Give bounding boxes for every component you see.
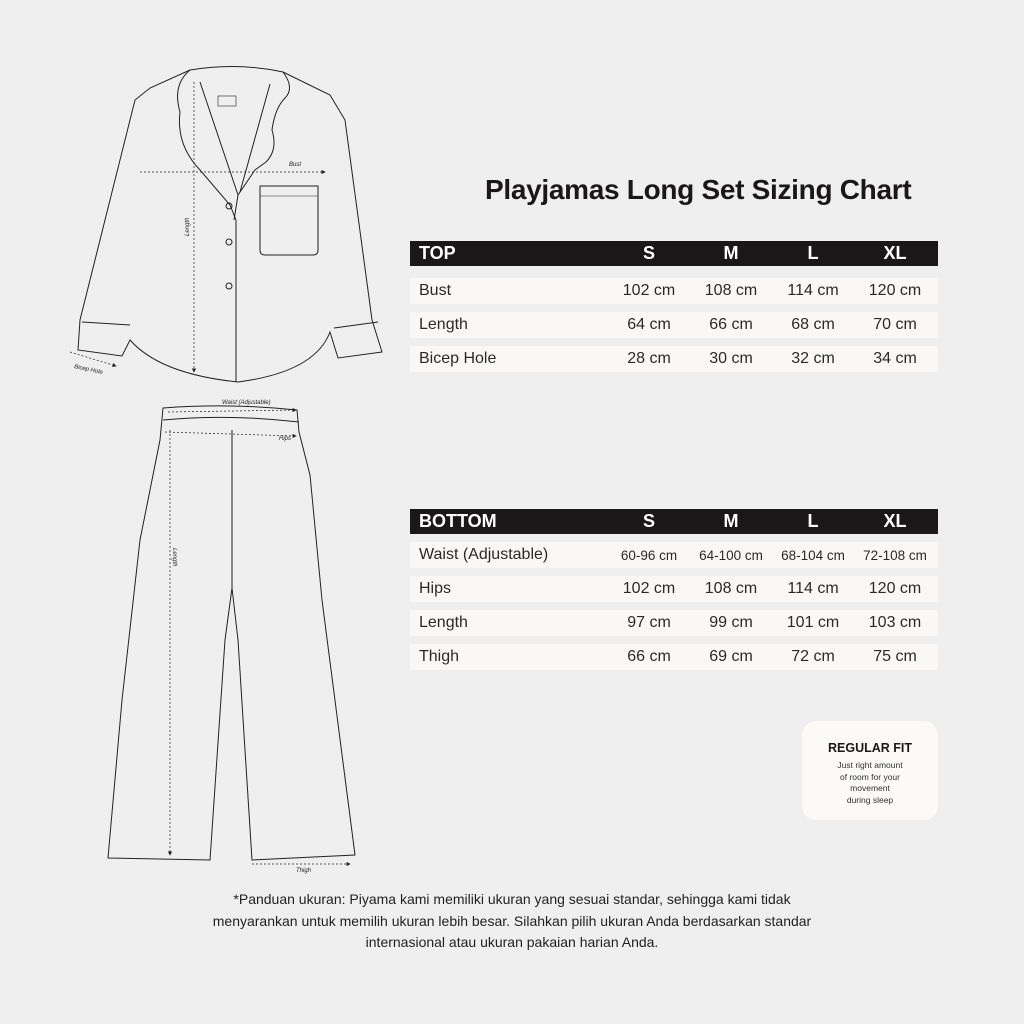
pants-length-annotation: Length: [171, 548, 177, 567]
top-size-s: S: [642, 243, 655, 263]
fit-description: [802, 760, 938, 806]
table-row: [410, 542, 938, 568]
waist-annotation: Waist (Adjustable): [222, 400, 271, 406]
cell-value: 66 cm: [709, 316, 753, 333]
row-label: Thigh: [419, 648, 460, 665]
shirt-length-annotation: Length: [185, 217, 191, 236]
regular-fit-card: [802, 721, 938, 820]
row-label: Hips: [419, 580, 452, 597]
top-size-l: L: [807, 243, 819, 263]
size-guide-footnote: [170, 889, 854, 954]
shirt-collar: [178, 70, 236, 220]
garment-illustration: [0, 0, 420, 900]
cell-value: 68-104 cm: [781, 547, 845, 563]
cell-value: 102 cm: [622, 580, 676, 597]
bottom-size-s: S: [642, 511, 655, 531]
table-row: [410, 576, 938, 602]
fit-description-line: Just right amount: [837, 760, 903, 770]
top-size-m: M: [723, 243, 739, 263]
cell-value: 32 cm: [791, 350, 835, 367]
table-row: [410, 346, 938, 372]
fit-description-line: of room for your: [840, 771, 900, 782]
thigh-annotation: Thigh: [296, 868, 312, 874]
cell-value: 72 cm: [791, 648, 835, 665]
shirt-outline: [78, 66, 382, 382]
cell-value: 69 cm: [709, 648, 753, 665]
cell-value: 97 cm: [627, 614, 671, 631]
cell-value: 102 cm: [622, 282, 676, 299]
bottom-size-table: [410, 509, 938, 670]
bicep-annotation: Bicep Hole: [73, 364, 104, 376]
shirt-pocket: [260, 186, 318, 255]
cell-value: 120 cm: [868, 580, 922, 597]
hips-annotation: Hips: [279, 436, 292, 442]
chart-title: Playjamas Long Set Sizing Chart: [485, 174, 912, 205]
footnote-line: internasional atau ukuran pakaian harian Anda.: [365, 934, 659, 950]
cell-value: 108 cm: [704, 580, 758, 597]
cell-value: 64-100 cm: [699, 547, 763, 563]
row-label: Bust: [419, 282, 452, 299]
top-size-table: [410, 241, 938, 372]
bottom-size-l: L: [807, 511, 819, 531]
table-row: [410, 312, 938, 338]
fit-description-line: during sleep: [846, 794, 894, 805]
bust-annotation: Bust: [289, 162, 302, 168]
cell-value: 66 cm: [627, 648, 671, 665]
cell-value: 30 cm: [709, 350, 753, 367]
cell-value: 114 cm: [787, 282, 839, 299]
cell-value: 101 cm: [786, 614, 840, 631]
bottom-size-xl: XL: [883, 511, 907, 531]
table-row: [410, 610, 938, 636]
row-label: Bicep Hole: [419, 350, 497, 367]
row-label: Length: [419, 316, 468, 333]
fit-description-line: movement: [850, 783, 890, 793]
top-size-xl: XL: [883, 243, 907, 263]
top-header-label: TOP: [419, 243, 456, 263]
row-label: Length: [419, 614, 468, 631]
cell-value: 60-96 cm: [620, 547, 678, 563]
cell-value: 108 cm: [704, 282, 758, 299]
bottom-header-label: BOTTOM: [419, 511, 497, 531]
garment-drawing: [0, 0, 420, 900]
cell-value: 34 cm: [873, 350, 917, 367]
table-row: [410, 644, 938, 670]
cell-value: 28 cm: [627, 350, 671, 367]
cell-value: 99 cm: [709, 614, 753, 631]
table-row: [410, 278, 938, 304]
cell-value: 75 cm: [873, 648, 917, 665]
cell-value: 70 cm: [873, 316, 917, 333]
footnote-line: *Panduan ukuran: Piyama kami memiliki ukuran yang sesuai standar, sehingga kami tidak: [233, 891, 791, 907]
cell-value: 114 cm: [787, 580, 839, 597]
row-label: Waist (Adjustable): [419, 546, 549, 563]
cell-value: 64 cm: [627, 316, 671, 333]
top-table-header: [410, 241, 938, 266]
cell-value: 68 cm: [791, 316, 835, 333]
fit-title: REGULAR FIT: [827, 741, 913, 755]
cell-value: 72-108 cm: [863, 547, 927, 563]
bottom-size-m: M: [723, 511, 739, 531]
cell-value: 120 cm: [868, 282, 922, 299]
footnote-line: menyarankan untuk memilih ukuran lebih besar. Silahkan pilih ukuran Anda berdasarkan standar: [212, 912, 812, 929]
cell-value: 103 cm: [868, 614, 922, 631]
bottom-table-header: [410, 509, 938, 534]
